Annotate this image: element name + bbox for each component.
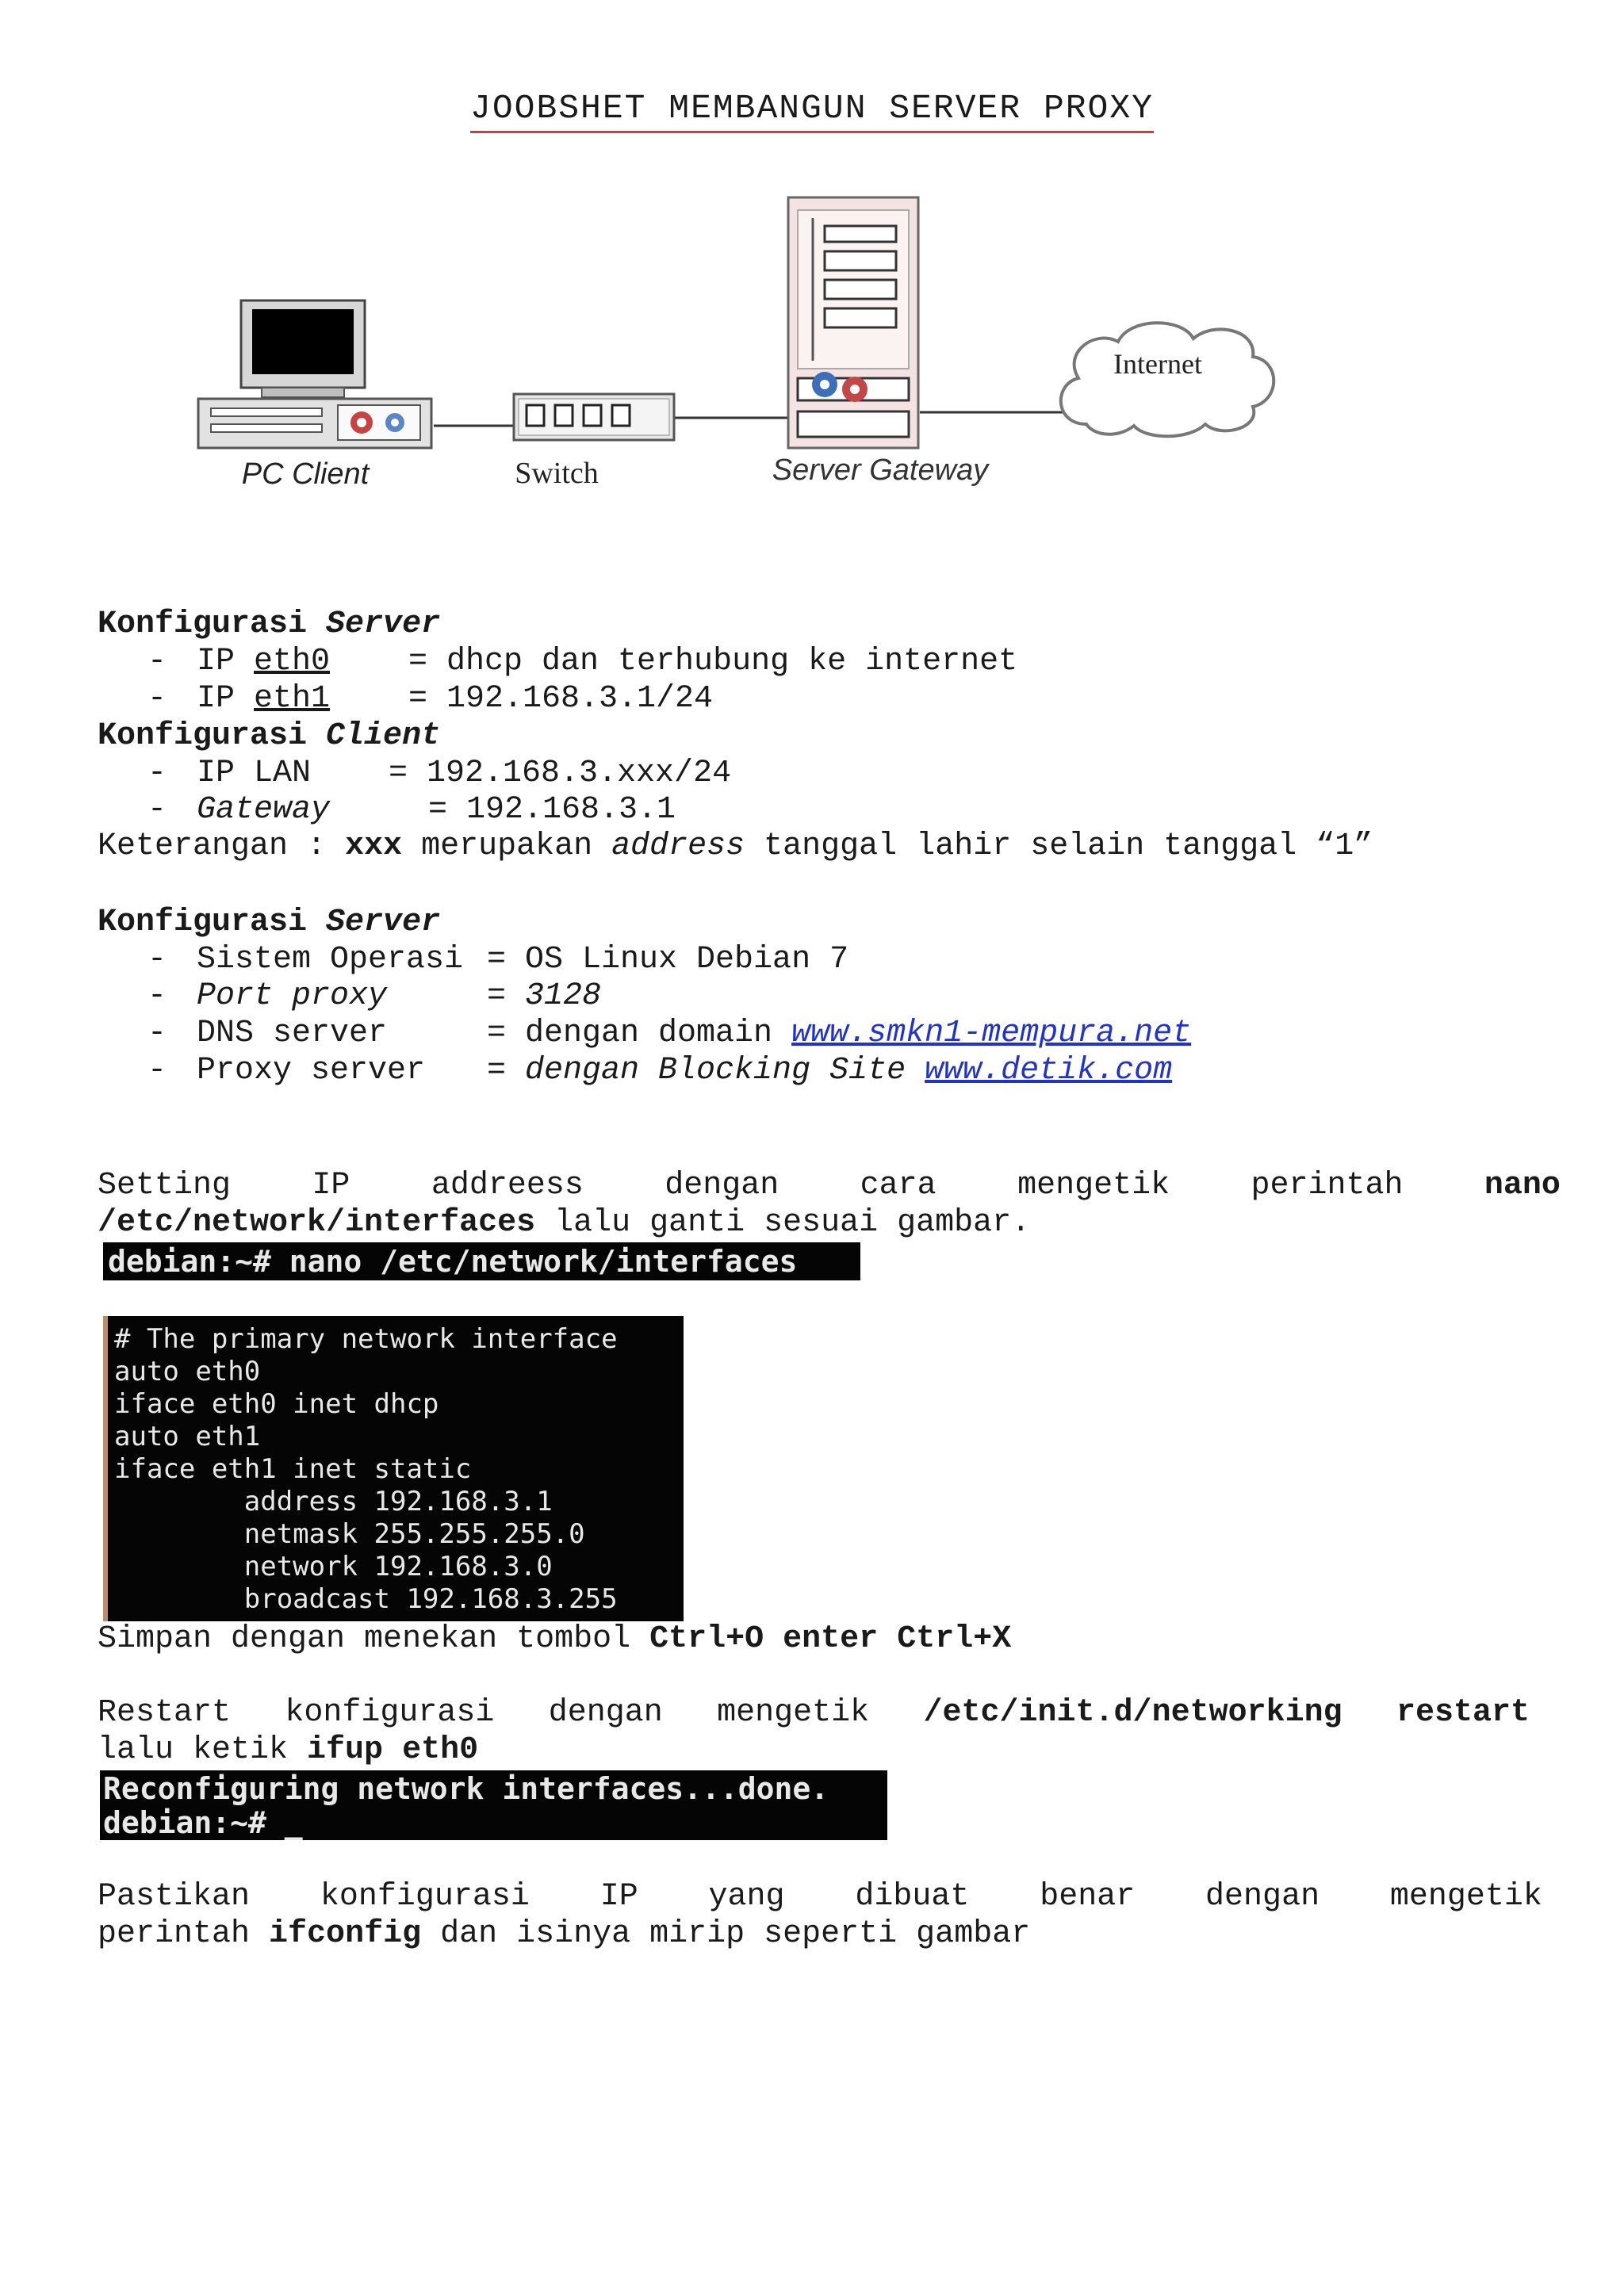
list-item: -	[147, 792, 167, 828]
list-item-value: = dengan domain www.smkn1-mempura.net	[487, 1016, 1192, 1051]
step2-line: Simpan dengan menekan tombol Ctrl+O enter Ctrl+X	[98, 1621, 1012, 1657]
list-item: -	[147, 681, 167, 717]
switch-label: Switch	[515, 457, 599, 490]
list-item-label: IP LAN	[197, 756, 312, 791]
step1-line2: /etc/network/interfaces lalu ganti sesuai gambar.	[98, 1205, 1031, 1241]
step4-line1: Pastikan konfigurasi IP yang dibuat benar dengan mengetik	[98, 1879, 1542, 1915]
list-item: -	[147, 644, 167, 679]
note-line: Keterangan : xxx merupakan address tanggal lahir selain tanggal “1”	[98, 828, 1373, 864]
list-item-value: = dhcp dan terhubung ke internet	[408, 644, 1018, 679]
list-item-label: IP eth1	[197, 681, 331, 717]
page-title-text: JOOBSHET MEMBANGUN SERVER PROXY	[470, 89, 1154, 133]
step4-line2: perintah ifconfig dan isinya mirip seperti gambar	[98, 1916, 1031, 1952]
step3-line2: lalu ketik ifup eth0	[98, 1732, 479, 1768]
domain-link[interactable]: www.smkn1-mempura.net	[791, 1016, 1192, 1051]
server-services-heading: Konfigurasi Server	[98, 905, 441, 940]
pc-client-label: PC Client	[241, 457, 370, 491]
step3-line1: Restart konfigurasi dengan mengetik /etc/init.d/networking restart	[98, 1695, 1530, 1731]
terminal-interfaces-file: # The primary network interface auto eth0 iface eth0 inet dhcp auto eth1 iface eth1 inet static address 192.168.3.1 netmask 255.255.255.0 network 192.168.3.0 broadcast 192.168.3.255	[103, 1316, 684, 1621]
step1-line1: Setting IP addreess dengan cara mengetik perintah nano	[98, 1168, 1561, 1203]
list-item-label: Proxy server	[197, 1053, 426, 1089]
server-config-heading: Konfigurasi Server	[98, 607, 441, 642]
list-item-label: DNS server	[197, 1016, 388, 1051]
list-item-value: = 192.168.3.1/24	[408, 681, 714, 717]
list-item: -	[147, 978, 167, 1014]
network-diagram	[182, 186, 1293, 519]
terminal-restart-output: Reconfiguring network interfaces...done. debian:~# _	[100, 1770, 887, 1840]
list-item-label: Gateway	[197, 792, 331, 828]
pc-client-icon	[198, 300, 431, 448]
list-item: -	[147, 756, 167, 791]
list-item-value: = dengan Blocking Site www.detik.com	[487, 1053, 1173, 1089]
blocked-site-link[interactable]: www.detik.com	[925, 1053, 1173, 1089]
list-item: -	[147, 1016, 167, 1051]
list-item: -	[147, 1053, 167, 1089]
list-item: -	[147, 942, 167, 978]
client-config-heading: Konfigurasi Client	[98, 718, 441, 754]
switch-icon	[514, 394, 674, 440]
internet-label: Internet	[1113, 348, 1202, 380]
list-item-label: Port proxy	[197, 978, 388, 1014]
list-item-value: = 192.168.3.xxx/24	[389, 756, 732, 791]
list-item-label: Sistem Operasi	[197, 942, 464, 978]
page-title	[0, 89, 1624, 128]
list-item-value: = OS Linux Debian 7	[487, 942, 849, 978]
server-gateway-icon	[788, 197, 918, 448]
list-item-label: IP eth0	[197, 644, 331, 679]
server-gateway-label: Server Gateway	[772, 453, 989, 487]
list-item-value: = 3128	[487, 978, 602, 1014]
list-item-value: = 192.168.3.1	[428, 792, 676, 828]
terminal-nano-command: debian:~# nano /etc/network/interfaces	[103, 1242, 860, 1280]
